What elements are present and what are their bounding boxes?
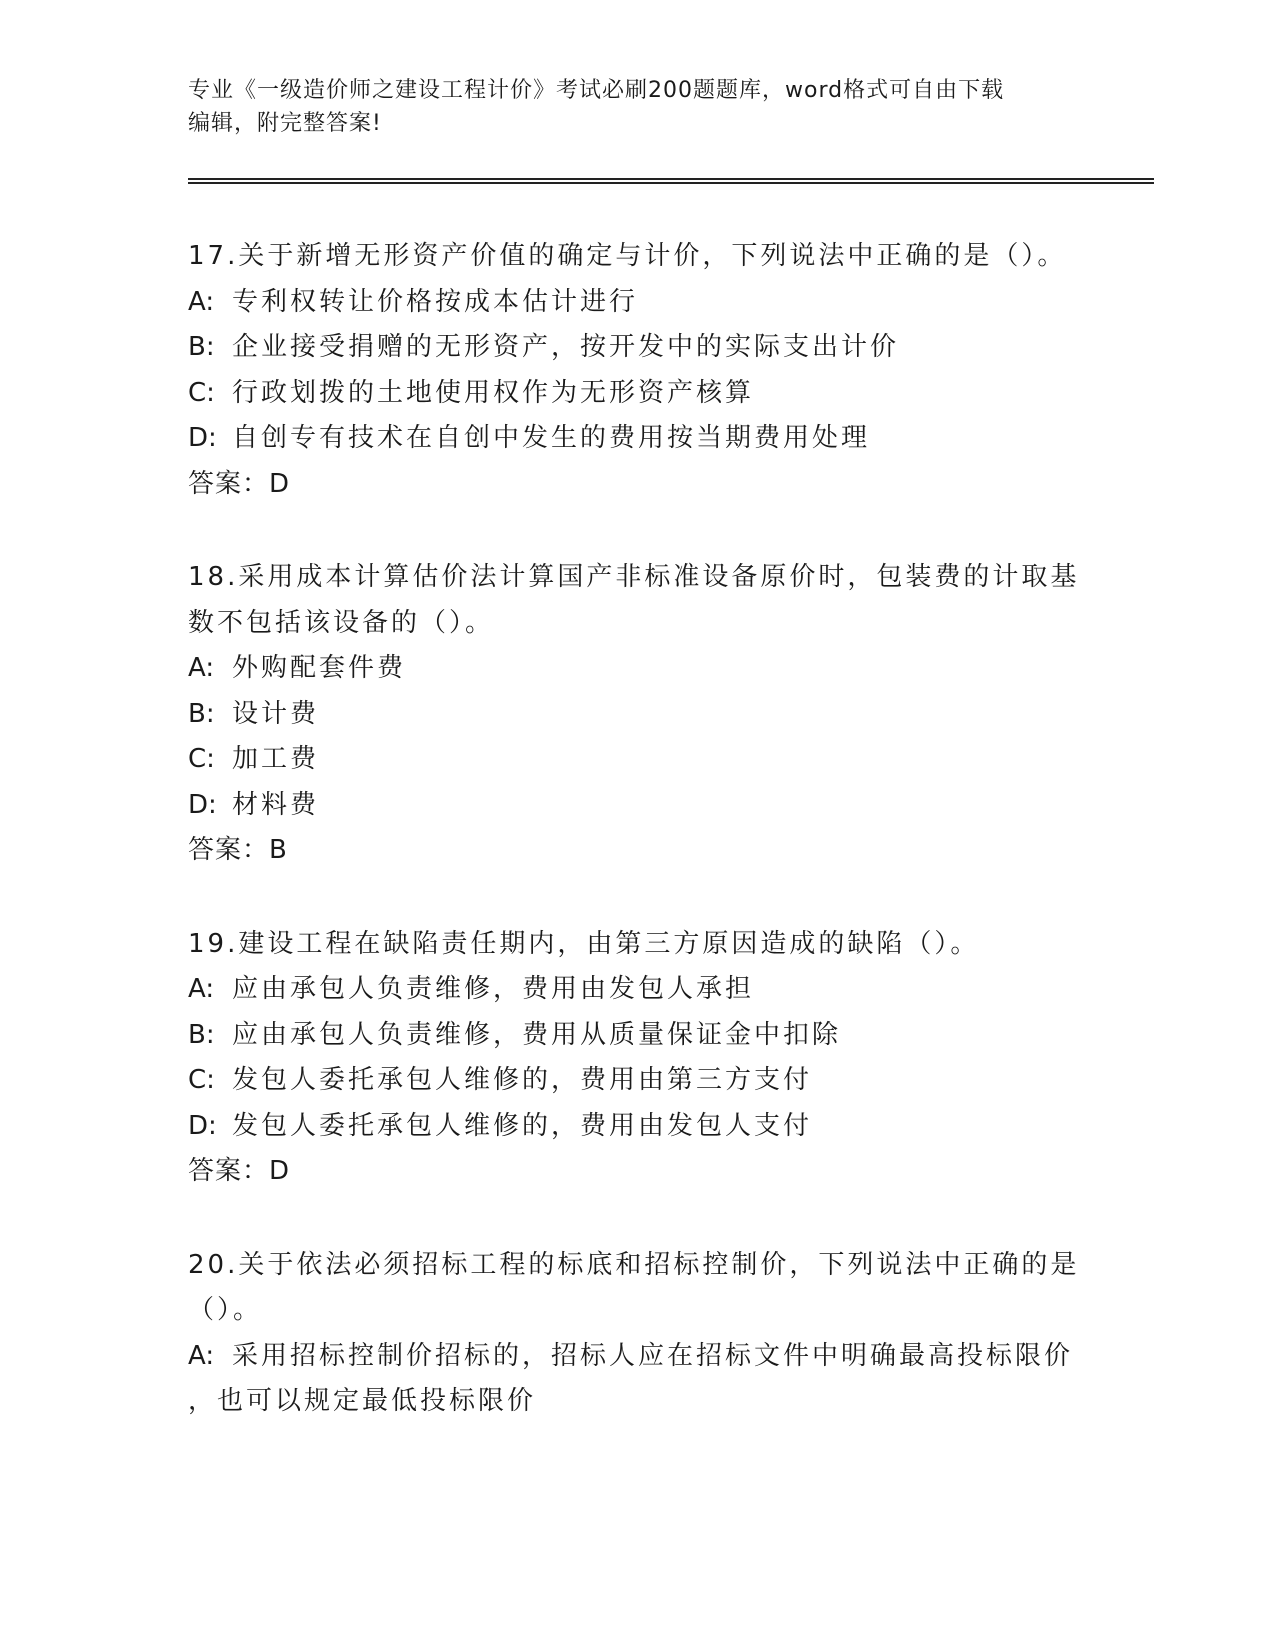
question-19 [188, 922, 1088, 1195]
option-text: 企业接受捐赠的无形资产，按开发中的实际支出计价 [232, 332, 900, 362]
option-text: 外购配套件费 [232, 653, 407, 683]
header-double-rule [188, 178, 1154, 184]
option-text: 自创专有技术在自创中发生的费用按当期费用处理 [232, 423, 871, 453]
option-text: 加工费 [232, 744, 320, 774]
option-letter: C: [188, 377, 215, 408]
header-line-2: 编辑，附完整答案! [188, 111, 382, 136]
option-letter: C: [188, 1065, 215, 1095]
option-text: 材料费 [232, 789, 320, 820]
option-b [188, 692, 1088, 738]
question-stem-continued: 数不包括该设备的（）。 [188, 607, 495, 638]
option-text: 行政划拨的土地使用权作为无形资产核算 [232, 377, 755, 408]
question-list [188, 234, 1088, 1473]
option-text: 发包人委托承包人维修的，费用由第三方支付 [232, 1065, 813, 1095]
option-letter: A: [188, 974, 215, 1004]
option-b [188, 325, 1088, 371]
question-20 [188, 1243, 1088, 1425]
question-stem: 18.采用成本计算估价法计算国产非标准设备原价时，包装费的计取基 [188, 562, 1080, 592]
answer-line: 答案：B [188, 835, 288, 865]
option-d [188, 783, 1088, 829]
document-header [188, 74, 1088, 140]
option-text: 发包人委托承包人维修的，费用由发包人支付 [232, 1110, 813, 1141]
option-letter: D: [188, 789, 217, 820]
option-text: 专利权转让价格按成本估计进行 [232, 286, 639, 317]
option-text: 应由承包人负责维修，费用从质量保证金中扣除 [232, 1019, 842, 1050]
question-stem: 17.关于新增无形资产价值的确定与计价，下列说法中正确的是（）。 [188, 241, 1067, 271]
question-stem-continued: （）。 [188, 1295, 263, 1325]
option-a [188, 967, 1088, 1013]
header-line-1: 专业《一级造价师之建设工程计价》考试必刷200题题库，word格式可自由下载 [188, 78, 1005, 103]
option-text: 采用招标控制价招标的，招标人应在招标文件中明确最高投标限价 [232, 1340, 1074, 1371]
option-a [188, 646, 1088, 692]
option-d [188, 416, 1088, 462]
option-letter: D: [188, 1110, 217, 1141]
option-letter: B: [188, 1019, 215, 1050]
question-18 [188, 555, 1088, 874]
option-a-continued: ，也可以规定最低投标限价 [188, 1386, 537, 1416]
option-letter: B: [188, 332, 215, 362]
option-c [188, 1058, 1088, 1104]
option-a [188, 1334, 1088, 1380]
option-letter: B: [188, 698, 215, 729]
question-stem: 19.建设工程在缺陷责任期内，由第三方原因造成的缺陷（）。 [188, 928, 980, 959]
option-letter: C: [188, 744, 215, 774]
answer-line: 答案：D [188, 468, 291, 499]
option-c [188, 737, 1088, 783]
option-letter: A: [188, 1340, 215, 1371]
option-letter: D: [188, 423, 217, 453]
option-d [188, 1104, 1088, 1150]
question-stem: 20.关于依法必须招标工程的标底和招标控制价，下列说法中正确的是 [188, 1249, 1080, 1280]
option-c [188, 371, 1088, 417]
option-text: 设计费 [232, 698, 320, 729]
option-b [188, 1013, 1088, 1059]
option-letter: A: [188, 653, 215, 683]
option-letter: A: [188, 286, 215, 317]
option-text: 应由承包人负责维修，费用由发包人承担 [232, 974, 755, 1004]
question-17 [188, 234, 1088, 507]
option-a [188, 280, 1088, 326]
answer-line: 答案：D [188, 1156, 291, 1186]
